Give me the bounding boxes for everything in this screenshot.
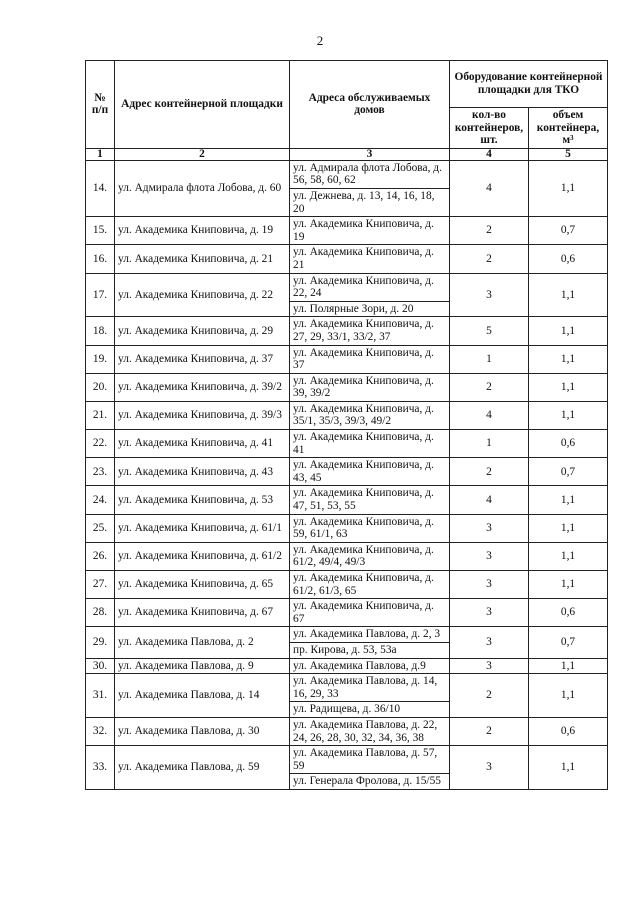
served-house-address: ул. Академика Книповича, д. 37 [290,345,450,373]
served-house-address: ул. Академика Книповича, д. 27, 29, 33/1, 33/2, 37 [290,317,450,345]
site-address: ул. Академика Книповича, д. 39/2 [115,373,290,401]
table-row [86,245,608,273]
table-row [86,571,608,599]
served-house-address: ул. Академика Книповича, д. 43, 45 [290,458,450,486]
column-index: 2 [115,148,290,160]
served-house-address: ул. Академика Книповича, д. 61/2, 61/3, 65 [290,571,450,599]
served-house-address: ул. Полярные Зори, д. 20 [290,301,450,317]
container-count: 3 [450,746,529,790]
container-count: 3 [450,599,529,627]
site-address: ул. Академика Книповича, д. 65 [115,571,290,599]
site-address: ул. Академика Книповича, д. 19 [115,217,290,245]
container-count: 3 [450,514,529,542]
served-house-address: ул. Академика Павлова, д. 14, 16, 29, 33 [290,674,450,702]
served-house-address: ул. Адмирала флота Лобова, д. 56, 58, 60, 62 [290,160,450,188]
served-house-address: ул. Академика Павлова, д. 22, 24, 26, 28, 30, 32, 34, 36, 38 [290,717,450,745]
container-volume: 0,7 [529,627,608,658]
table-row [86,717,608,745]
header-volume: объем контейнера, м³ [529,108,608,149]
row-number: 26. [86,542,115,570]
container-count: 2 [450,458,529,486]
container-count: 1 [450,430,529,458]
table-row [86,627,608,643]
container-volume: 1,1 [529,571,608,599]
table-row [86,317,608,345]
container-sites-table [85,60,608,790]
site-address: ул. Адмирала флота Лобова, д. 60 [115,160,290,216]
row-number: 25. [86,514,115,542]
table-row [86,217,608,245]
table-row [86,514,608,542]
served-house-address: ул. Академика Книповича, д. 41 [290,430,450,458]
row-number: 31. [86,674,115,718]
container-volume: 1,1 [529,674,608,718]
column-index-row [86,148,608,160]
row-number: 16. [86,245,115,273]
container-count: 2 [450,717,529,745]
container-volume: 0,6 [529,430,608,458]
row-number: 18. [86,317,115,345]
container-volume: 1,1 [529,273,608,317]
row-number: 27. [86,571,115,599]
row-number: 33. [86,746,115,790]
site-address: ул. Академика Книповича, д. 67 [115,599,290,627]
header-equipment: Оборудование контейнерной площадки для ТКО [450,61,608,108]
container-count: 4 [450,401,529,429]
table-row [86,674,608,702]
container-volume: 0,6 [529,599,608,627]
site-address: ул. Академика Книповича, д. 53 [115,486,290,514]
row-number: 22. [86,430,115,458]
site-address: ул. Академика Павлова, д. 59 [115,746,290,790]
table-body [86,160,608,789]
page-number: 2 [316,33,324,48]
site-address: ул. Академика Книповича, д. 61/2 [115,542,290,570]
table-row [86,599,608,627]
container-volume: 1,1 [529,658,608,674]
table-row [86,542,608,570]
served-house-address: ул. Дежнева, д. 13, 14, 16, 18, 20 [290,188,450,216]
served-house-address: ул. Академика Книповича, д. 19 [290,217,450,245]
served-house-address: ул. Академика Книповича, д. 39, 39/2 [290,373,450,401]
served-house-address: ул. Академика Книповича, д. 47, 51, 53, 55 [290,486,450,514]
container-count: 4 [450,486,529,514]
site-address: ул. Академика Книповича, д. 41 [115,430,290,458]
container-volume: 1,1 [529,514,608,542]
row-number: 14. [86,160,115,216]
container-volume: 1,1 [529,345,608,373]
table-row [86,458,608,486]
container-volume: 1,1 [529,486,608,514]
served-house-address: ул. Академика Книповича, д. 35/1, 35/3, 39/3, 49/2 [290,401,450,429]
served-house-address: ул. Академика Книповича, д. 22, 24 [290,273,450,301]
row-number: 32. [86,717,115,745]
container-count: 5 [450,317,529,345]
site-address: ул. Академика Книповича, д. 21 [115,245,290,273]
column-index: 3 [290,148,450,160]
table-row [86,373,608,401]
container-count: 3 [450,658,529,674]
site-address: ул. Академика Книповича, д. 39/3 [115,401,290,429]
container-count: 1 [450,345,529,373]
container-count: 2 [450,245,529,273]
container-count: 3 [450,273,529,317]
served-house-address: ул. Академика Павлова, д. 57, 59 [290,746,450,774]
served-house-address: ул. Академика Книповича, д. 59, 61/1, 63 [290,514,450,542]
header-served-houses: Адреса обслуживаемых домов [290,61,450,149]
container-volume: 0,7 [529,458,608,486]
container-volume: 0,7 [529,217,608,245]
header-count: кол-во контейнеров, шт. [450,108,529,149]
column-index: 4 [450,148,529,160]
column-index: 1 [86,148,115,160]
header-num: № п/п [86,61,115,149]
container-count: 2 [450,373,529,401]
container-volume: 1,1 [529,542,608,570]
container-volume: 0,6 [529,717,608,745]
served-house-address: ул. Генерала Фролова, д. 15/55 [290,774,450,790]
container-count: 2 [450,217,529,245]
row-number: 30. [86,658,115,674]
served-house-address: ул. Академика Книповича, д. 61/2, 49/4, 49/3 [290,542,450,570]
table-row [86,401,608,429]
table-row [86,345,608,373]
container-volume: 1,1 [529,746,608,790]
row-number: 29. [86,627,115,658]
header-site-address: Адрес контейнерной площадки [115,61,290,149]
row-number: 20. [86,373,115,401]
table-row [86,486,608,514]
container-volume: 1,1 [529,373,608,401]
table-row [86,658,608,674]
table-row [86,746,608,774]
row-number: 17. [86,273,115,317]
container-volume: 1,1 [529,160,608,216]
container-count: 3 [450,627,529,658]
row-number: 28. [86,599,115,627]
site-address: ул. Академика Павлова, д. 30 [115,717,290,745]
table-row [86,273,608,301]
row-number: 15. [86,217,115,245]
container-count: 3 [450,542,529,570]
served-house-address: ул. Академика Павлова, д. 2, 3 [290,627,450,643]
row-number: 23. [86,458,115,486]
container-volume: 1,1 [529,317,608,345]
container-volume: 1,1 [529,401,608,429]
container-count: 4 [450,160,529,216]
site-address: ул. Академика Книповича, д. 43 [115,458,290,486]
row-number: 24. [86,486,115,514]
table-row [86,160,608,188]
container-volume: 0,6 [529,245,608,273]
row-number: 19. [86,345,115,373]
site-address: ул. Академика Книповича, д. 22 [115,273,290,317]
site-address: ул. Академика Книповича, д. 29 [115,317,290,345]
site-address: ул. Академика Павлова, д. 14 [115,674,290,718]
column-index: 5 [529,148,608,160]
served-house-address: ул. Академика Книповича, д. 21 [290,245,450,273]
served-house-address: пр. Кирова, д. 53, 53а [290,642,450,658]
site-address: ул. Академика Книповича, д. 37 [115,345,290,373]
served-house-address: ул. Радищева, д. 36/10 [290,702,450,718]
container-count: 3 [450,571,529,599]
container-count: 2 [450,674,529,718]
served-house-address: ул. Академика Книповича, д. 67 [290,599,450,627]
table-row [86,430,608,458]
site-address: ул. Академика Павлова, д. 2 [115,627,290,658]
served-house-address: ул. Академика Павлова, д.9 [290,658,450,674]
site-address: ул. Академика Павлова, д. 9 [115,658,290,674]
site-address: ул. Академика Книповича, д. 61/1 [115,514,290,542]
row-number: 21. [86,401,115,429]
